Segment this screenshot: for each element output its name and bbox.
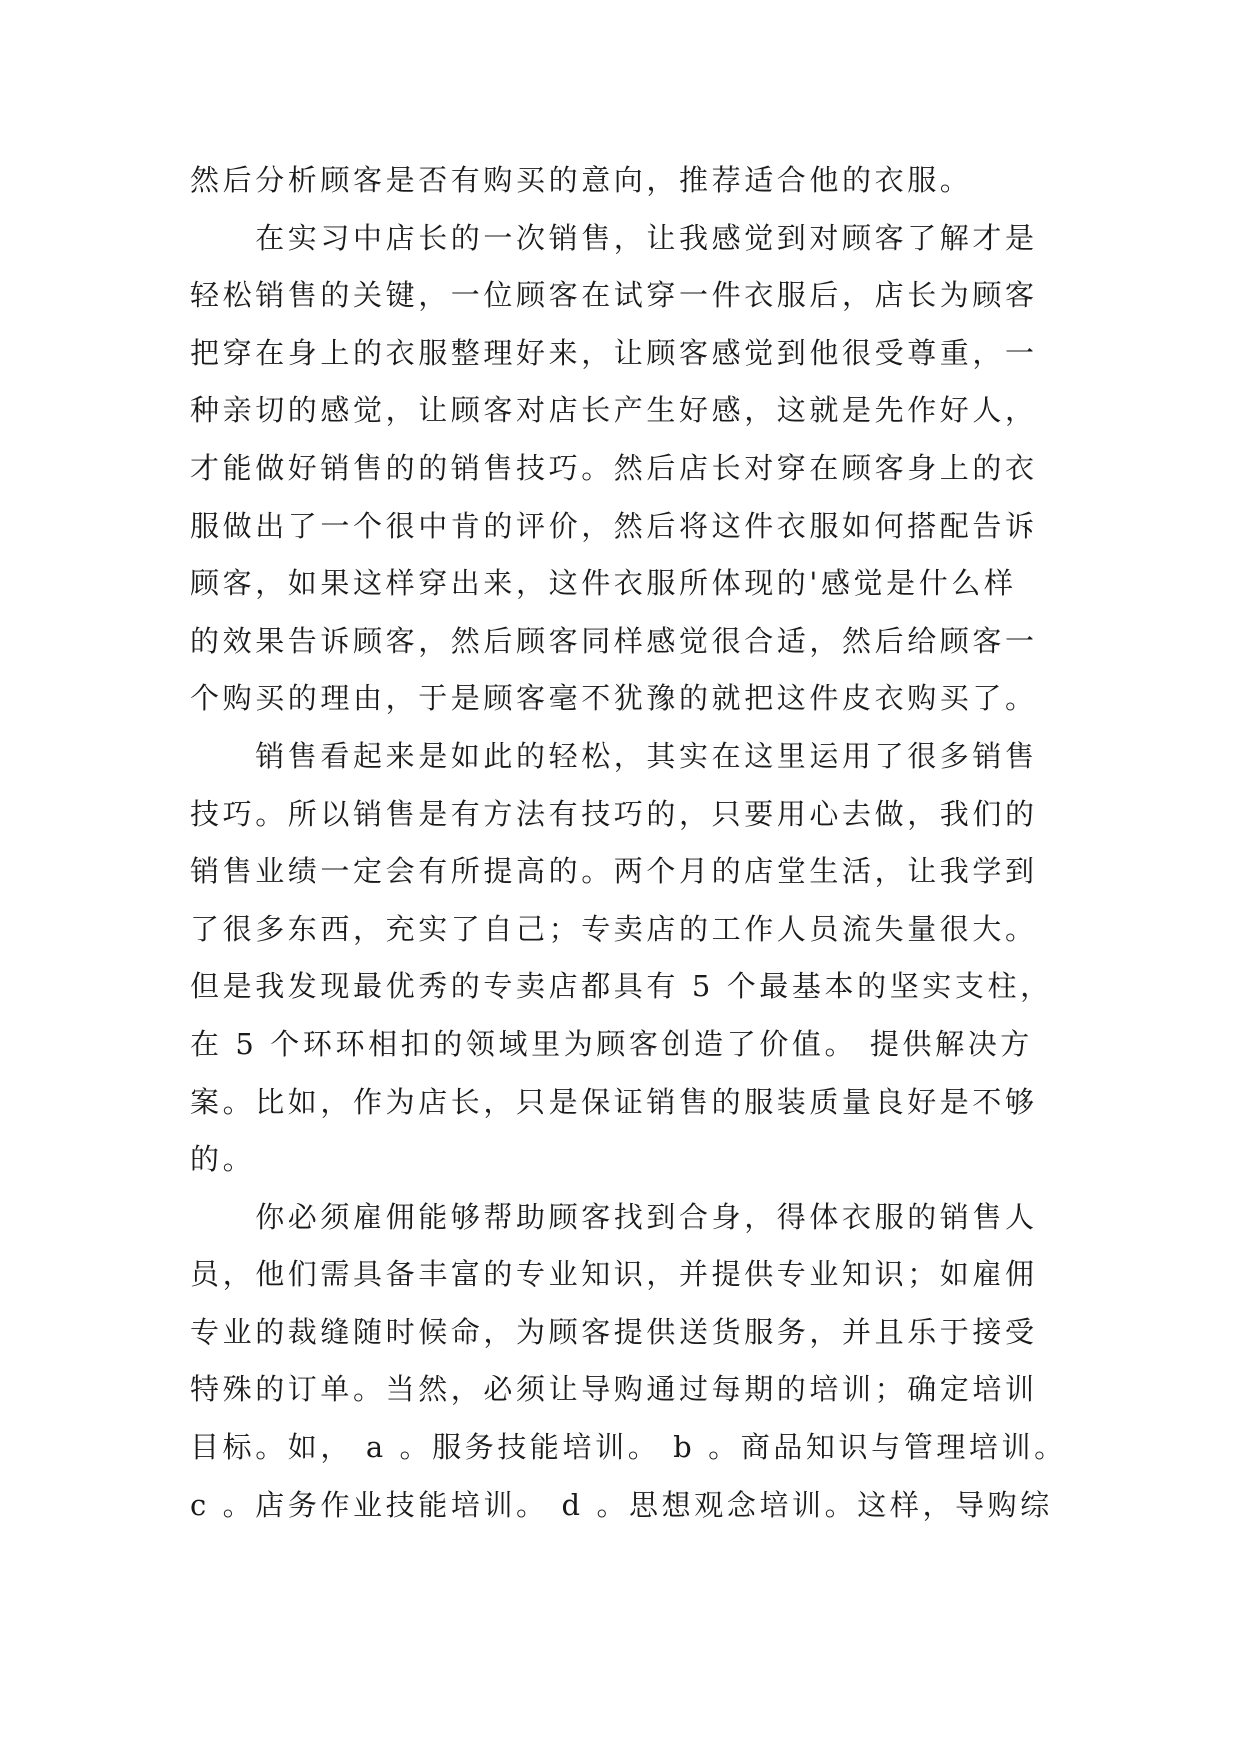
- text-line: 顾客，如果这样穿出来，这件衣服所体现的'感觉是什么样: [190, 566, 1017, 601]
- text-line: 销售业绩一定会有所提高的。两个月的店堂生活，让我学到: [190, 854, 1038, 889]
- text-line: 了很多东西，充实了自己；专卖店的工作人员流失量很大。: [190, 911, 1038, 946]
- text-line: 专业的裁缝随时候命，为顾客提供送货服务，并且乐于接受: [190, 1314, 1038, 1349]
- text-line: 案。比如，作为店长，只是保证销售的服装质量良好是不够: [190, 1084, 1038, 1119]
- text-line: 种亲切的感觉，让顾客对店长产生好感，这就是先作好人，: [190, 393, 1038, 428]
- text-line: 员，他们需具备丰富的专业知识，并提供专业知识；如雇佣: [190, 1257, 1038, 1292]
- text-line: c 。店务作业技能培训。 d 。思想观念培训。这样，导购综: [190, 1487, 1053, 1522]
- text-line: 目标。如， a 。服务技能培训。 b 。商品知识与管理培训。: [190, 1430, 1067, 1465]
- text-line: 的。: [190, 1142, 256, 1177]
- text-line: 轻松销售的关键，一位顾客在试穿一件衣服后，店长为顾客: [190, 278, 1038, 313]
- body-text: [190, 152, 1070, 1534]
- text-line: 销售看起来是如此的轻松，其实在这里运用了很多销售: [190, 738, 1038, 773]
- text-line: 在实习中店长的一次销售，让我感觉到对顾客了解才是: [190, 220, 1038, 255]
- text-line: 个购买的理由，于是顾客毫不犹豫的就把这件皮衣购买了。: [190, 681, 1038, 716]
- text-line: 但是我发现最优秀的专卖店都具有 5 个最基本的坚实支柱，: [190, 969, 1053, 1004]
- text-line: 服做出了一个很中肯的评价，然后将这件衣服如何搭配告诉: [190, 508, 1038, 543]
- text-line: 你必须雇佣能够帮助顾客找到合身，得体衣服的销售人: [190, 1199, 1038, 1234]
- text-line: 才能做好销售的的销售技巧。然后店长对穿在顾客身上的衣: [190, 450, 1038, 485]
- text-line: 的效果告诉顾客，然后顾客同样感觉很合适，然后给顾客一: [190, 623, 1038, 658]
- text-line: 技巧。所以销售是有方法有技巧的，只要用心去做，我们的: [190, 796, 1038, 831]
- text-line: 在 5 个环环相扣的领域里为顾客创造了价值。 提供解决方: [190, 1026, 1033, 1061]
- text-line: 把穿在身上的衣服整理好来，让顾客感觉到他很受尊重，一: [190, 335, 1038, 370]
- text-line: 然后分析顾客是否有购买的意向，推荐适合他的衣服。: [190, 163, 973, 197]
- text-line: 特殊的订单。当然，必须让导购通过每期的培训；确定培训: [190, 1372, 1038, 1407]
